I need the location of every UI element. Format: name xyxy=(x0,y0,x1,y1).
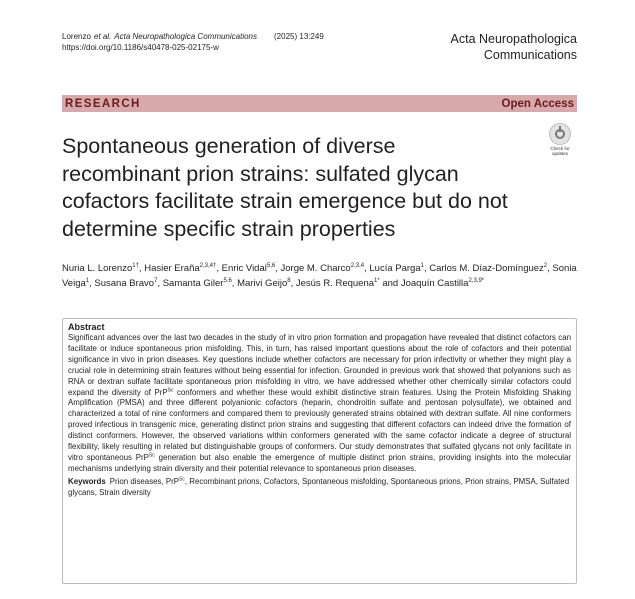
author-name[interactable]: Samanta Giler xyxy=(162,277,224,289)
citation-line xyxy=(62,31,327,42)
author-name[interactable]: Nuria L. Lorenzo xyxy=(62,263,133,274)
author-name[interactable]: Lucía Parga xyxy=(369,263,421,274)
author-name[interactable]: Jorge M. Charco xyxy=(280,263,351,274)
author-name[interactable]: Joaquín Castilla xyxy=(400,277,469,289)
author-separator: , xyxy=(290,277,296,289)
author-name[interactable]: Marivi Geijo xyxy=(237,277,288,289)
author-separator: , xyxy=(423,263,430,274)
journal-name-line1: Acta Neuropathologica xyxy=(450,32,577,46)
author-affiliation: 2,3,9* xyxy=(468,277,485,284)
keywords-part1: Prion diseases, PrP xyxy=(109,476,180,486)
citation-year: (2025) 13:249 xyxy=(274,32,324,41)
author-affiliation: 5,6 xyxy=(223,277,232,284)
article-title: Spontaneous generation of diverse recombinant prion strains: sulfated glycan cofactors facilitate strain emergence but do not determine specific strain properties xyxy=(62,134,508,241)
check-for-updates-button[interactable] xyxy=(545,123,575,156)
author-affiliation: 1† xyxy=(132,262,139,269)
author-separator: , xyxy=(364,263,370,274)
author-separator: , xyxy=(275,263,281,274)
author-separator: , xyxy=(231,277,238,289)
author-affiliation: 2 xyxy=(543,262,548,269)
section-label: RESEARCH xyxy=(65,97,141,110)
citation-etal: et al. xyxy=(93,32,112,41)
author-name[interactable]: Sonia Veiga xyxy=(62,263,577,289)
author-name[interactable]: Jesús R. Requena xyxy=(295,277,375,289)
author-affiliation: 1* xyxy=(374,277,380,284)
abstract-box xyxy=(62,318,577,584)
open-access-label: Open Access xyxy=(501,97,574,110)
author-separator: , xyxy=(216,263,222,274)
author-affiliation: 2,3,4† xyxy=(199,262,217,269)
author-separator: , xyxy=(547,263,553,274)
author-affiliation: 8 xyxy=(287,277,291,284)
journal-name xyxy=(451,31,577,63)
abstract-part2: conformers and whether these would exhibit distinctive strain features. Using the Protein Misfolding Shaking Amplification (PMSA) and three different polyanionic cofactors (heparin, chondroitin sulfate and pentosan polysulfate), we obtained and characterized a total of nine conformers and compared them to previously generated strains obtained with dextran sulfate. All nine conformers proved infectious in transgenic mice, generating distinct prion strains and suggesting that different cofactors can indeed drive the formation of distinct conformers. However, the observed variations within conformers generated with the same cofactor indicate a degree of structural flexibility, likely resulting in related but distinguishable groups of conformers. Our study demonstrates that sulfated glycans not only facilitate in vitro spontaneous PrP xyxy=(68,387,571,462)
abstract-sup1: Sc xyxy=(167,386,174,393)
keywords-part2: , Recombinant prions, Cofactors, Spontaneous misfolding, Spontaneous prions, Prion strains, PMSA, Sulfated glycans, Strain diversity xyxy=(68,476,570,497)
abstract-part3: generation but also enable the emergence of multiple distinct prion strains, providing insights into the molecular mechanisms underlying strain diversity and their potential relevance to spontaneous prion diseases. xyxy=(68,452,571,473)
author-separator: and xyxy=(379,277,401,289)
author-affiliation: 1 xyxy=(420,262,424,269)
author-affiliation: 5,6 xyxy=(266,262,276,269)
author-separator: , xyxy=(89,277,95,289)
author-affiliation: 1 xyxy=(85,277,90,284)
author-name[interactable]: Susana Bravo xyxy=(94,277,155,289)
abstract-sup2: Sc xyxy=(148,452,155,459)
check-updates-icon xyxy=(549,123,571,145)
keywords-label: Keywords xyxy=(68,476,106,486)
keywords xyxy=(68,477,571,499)
journal-name-line2: Communications xyxy=(483,48,577,62)
abstract-text xyxy=(68,333,571,475)
abstract-heading: Abstract xyxy=(68,322,105,332)
author-affiliation: 2,3,4 xyxy=(350,262,365,269)
section-banner xyxy=(62,95,577,112)
abstract-part1: Significant advances over the last two decades in the study of in vitro prion formation and propagation have revealed that distinct cofactors can facilitate or induce spontaneous prion misfolding. This, in turn, has raised important questions about the role of cofactors and their potential significance in vivo in prion diseases. Key questions include whether cofactors are necessary for prion infectivity or whether they might play a crucial role in determining strain features without being essential for infection. Grounded in previous work that showed that polyanions such as RNA or dextran sulfate facilitate spontaneous prion misfolding in vitro, we have addressed whether other chemically similar cofactors could expand the diversity of PrP xyxy=(68,333,571,397)
citation-header xyxy=(62,31,327,53)
citation-authors: Lorenzo xyxy=(62,32,91,41)
citation-journal: Acta Neuropathologica Communications xyxy=(114,32,258,41)
doi-link[interactable]: https://doi.org/10.1186/s40478-025-02175-w xyxy=(62,43,219,52)
author-separator: , xyxy=(157,277,163,289)
author-affiliation: 7 xyxy=(154,277,158,284)
author-list xyxy=(62,262,577,291)
keywords-sup: Sc xyxy=(179,476,185,483)
author-name[interactable]: Hasier Eraña xyxy=(144,263,200,274)
check-updates-label: Check for updates xyxy=(550,146,570,156)
author-name[interactable]: Carlos M. Díaz-Domínguez xyxy=(429,263,544,274)
author-separator: , xyxy=(138,263,145,274)
author-name[interactable]: Enric Vidal xyxy=(221,263,267,274)
